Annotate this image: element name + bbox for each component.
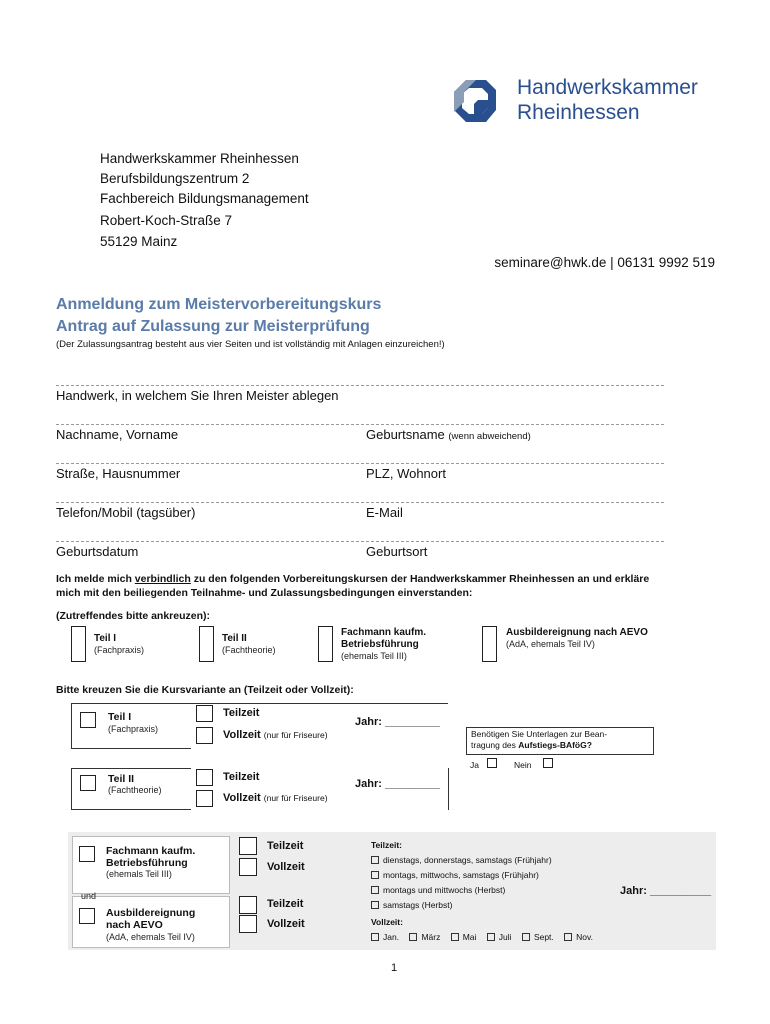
- fk-vollzeit-label: Vollzeit: [267, 861, 305, 873]
- course-fk-sub: (ehemals Teil III): [341, 651, 407, 661]
- ae-variant-title2: nach AEVO: [106, 919, 163, 931]
- course-teil2-sub: (Fachtheorie): [222, 645, 276, 655]
- vz-month-sep[interactable]: [522, 932, 554, 942]
- vz-month-jul[interactable]: [487, 932, 512, 942]
- email-label: E-Mail: [366, 505, 403, 520]
- vz-month-sep-label: Sept.: [533, 932, 554, 942]
- tick-instruction: (Zutreffendes bitte ankreuzen):: [56, 610, 211, 622]
- tz-option-1-checkbox[interactable]: [371, 856, 379, 864]
- teil1-teilzeit-checkbox[interactable]: [196, 705, 213, 722]
- vz-month-jan-label: Jan.: [383, 932, 400, 942]
- tz-option-2-checkbox[interactable]: [371, 871, 379, 879]
- course-teil1-title: Teil I: [94, 633, 117, 644]
- teil1-teilzeit-label: Teilzeit: [223, 707, 260, 719]
- teil2-jahr[interactable]: Jahr: _________: [355, 778, 441, 790]
- teil2-vollzeit-checkbox[interactable]: [196, 790, 213, 807]
- vz-month-mar-label: März: [421, 932, 441, 942]
- birthplace-label: Geburtsort: [366, 544, 428, 559]
- und-label: und: [81, 891, 97, 901]
- birthdate-label: Geburtsdatum: [56, 544, 139, 559]
- tz-option-4[interactable]: [371, 900, 452, 910]
- course-fk-title2: Betriebsführung: [341, 639, 419, 650]
- vz-month-nov-label: Nov.: [576, 932, 594, 942]
- bafoeg-ja-label: Ja: [470, 760, 479, 770]
- ae-vollzeit-checkbox[interactable]: [239, 915, 257, 933]
- teil1-variant-title: Teil I: [108, 711, 132, 723]
- address-line4: Robert-Koch-Straße 7: [100, 213, 233, 228]
- address-line1: Handwerkskammer Rheinhessen: [100, 151, 299, 166]
- phone-label: Telefon/Mobil (tagsüber): [56, 505, 196, 520]
- page-number: 1: [391, 962, 398, 974]
- birthname-text: Geburtsname: [366, 427, 445, 442]
- tz-option-3-label: montags und mittwochs (Herbst): [383, 885, 506, 895]
- bafoeg-ja-checkbox[interactable]: [487, 758, 497, 768]
- course-fk-checkbox[interactable]: [318, 626, 333, 662]
- ae-teilzeit-checkbox[interactable]: [239, 896, 257, 914]
- bafoeg-nein-checkbox[interactable]: [543, 758, 553, 768]
- zip-label: PLZ, Wohnort: [366, 466, 446, 481]
- fk-variant-sub: (ehemals Teil III): [106, 869, 172, 879]
- variant-heading: Bitte kreuzen Sie die Kursvariante an (Teilzeit oder Vollzeit):: [56, 684, 354, 696]
- teil1-box-bottom: [71, 748, 191, 749]
- declaration-post: zu den folgenden Vorbereitungskursen der Handwerkskammer Rheinhessen an und erkläre: [190, 573, 650, 585]
- completeness-note: (Der Zulassungsantrag besteht aus vier Seiten und ist vollständig mit Anlagen einzureichen!): [56, 339, 445, 350]
- tz-option-2-label: montags, mittwochs, samstags (Frühjahr): [383, 870, 539, 880]
- declaration-text: [56, 572, 736, 600]
- teil1-vollzeit-checkbox[interactable]: [196, 727, 213, 744]
- tz-option-2[interactable]: [371, 870, 539, 880]
- teil1-variant-sub: (Fachpraxis): [108, 724, 159, 734]
- bafoeg-line2-bold: Aufstiegs-BAföG?: [518, 740, 592, 750]
- birthdate-line[interactable]: [56, 541, 664, 542]
- ae-variant-sub: (AdA, ehemals Teil IV): [106, 932, 195, 942]
- logo-text-line1: Handwerkskammer: [517, 76, 698, 99]
- contact-line: seminare@hwk.de | 06131 9992 519: [494, 255, 715, 270]
- page-title: Anmeldung zum Meistervorbereitungskurs: [56, 296, 382, 313]
- street-line[interactable]: [56, 463, 664, 464]
- tz-option-3[interactable]: [371, 885, 505, 895]
- course-teil2-checkbox[interactable]: [199, 626, 214, 662]
- teil2-teilzeit-label: Teilzeit: [223, 771, 260, 783]
- address-line3: Fachbereich Bildungsmanagement: [100, 191, 309, 206]
- fk-variant-title1: Fachmann kaufm.: [106, 845, 196, 857]
- teil2-variant-title: Teil II: [108, 773, 135, 785]
- teil2-variant-sub: (Fachtheorie): [108, 785, 162, 795]
- vz-month-mar-checkbox[interactable]: [409, 933, 417, 941]
- course-teil2-title: Teil II: [222, 633, 247, 644]
- bafoeg-line1: Benötigen Sie Unterlagen zur Bean-: [471, 729, 608, 739]
- course-aevo-checkbox[interactable]: [482, 626, 497, 662]
- address-line2: Berufsbildungszentrum 2: [100, 171, 250, 186]
- birthname-label: [366, 427, 531, 442]
- vz-month-may-label: Mai: [462, 932, 477, 942]
- fk-teilzeit-checkbox[interactable]: [239, 837, 257, 855]
- bafoeg-line2-pre: tragung des: [471, 740, 519, 750]
- teil1-jahr[interactable]: Jahr: _________: [355, 716, 441, 728]
- course-fk-title1: Fachmann kaufm.: [341, 627, 427, 638]
- handwerk-line[interactable]: [56, 385, 664, 386]
- declaration-line2: mich mit den beiliegenden Teilnahme- und Zulassungsbedingungen einverstanden:: [56, 587, 473, 599]
- declaration-pre: Ich melde mich: [56, 573, 135, 585]
- birthname-hint: (wenn abweichend): [448, 431, 531, 442]
- tz-option-1[interactable]: [371, 855, 552, 865]
- vz-month-jul-label: Juli: [498, 932, 512, 942]
- logo-text-line2: Rheinhessen: [517, 101, 640, 124]
- fk-vollzeit-checkbox[interactable]: [239, 858, 257, 876]
- vz-months-row: [371, 932, 593, 942]
- bafoeg-line2: [471, 740, 592, 750]
- ae-variant-checkbox[interactable]: [79, 908, 95, 924]
- teil2-teilzeit-checkbox[interactable]: [196, 769, 213, 786]
- course-aevo-sub: (AdA, ehemals Teil IV): [506, 639, 595, 649]
- name-label: Nachname, Vorname: [56, 427, 179, 442]
- teil2-vollzeit-text: Vollzeit: [223, 792, 261, 804]
- street-label: Straße, Hausnummer: [56, 466, 181, 481]
- teil1-friseure: (nur für Friseure): [263, 730, 328, 740]
- address-line5: 55129 Mainz: [100, 234, 178, 249]
- vz-month-mar[interactable]: [409, 932, 440, 942]
- vz-month-sep-checkbox[interactable]: [522, 933, 530, 941]
- fk-teilzeit-label: Teilzeit: [267, 840, 304, 852]
- vz-month-may[interactable]: [451, 932, 477, 942]
- vz-heading: Vollzeit:: [371, 917, 403, 927]
- course-teil1-checkbox[interactable]: [71, 626, 86, 662]
- vz-month-jan-checkbox[interactable]: [371, 933, 379, 941]
- teil1-variant-checkbox[interactable]: [80, 712, 96, 728]
- handwerk-label: Handwerk, in welchem Sie Ihren Meister ablegen: [56, 388, 339, 403]
- hwk-logo: [452, 78, 498, 124]
- ae-teilzeit-label: Teilzeit: [267, 898, 304, 910]
- course-aevo-title: Ausbildereignung nach AEVO: [506, 627, 648, 638]
- ae-variant-title1: Ausbildereignung: [106, 907, 196, 919]
- tz-option-3-checkbox[interactable]: [371, 886, 379, 894]
- teil2-friseure: (nur für Friseure): [263, 793, 328, 803]
- phone-line[interactable]: [56, 502, 664, 503]
- vz-month-may-checkbox[interactable]: [451, 933, 459, 941]
- vz-month-jul-checkbox[interactable]: [487, 933, 495, 941]
- teil2-box-right: [448, 768, 449, 810]
- teil2-vollzeit-label: [223, 792, 328, 804]
- name-line[interactable]: [56, 424, 664, 425]
- teil2-variant-checkbox[interactable]: [80, 775, 96, 791]
- declaration-underlined: verbindlich: [134, 573, 191, 585]
- jahr-lower[interactable]: Jahr: __________: [620, 885, 712, 897]
- tz-option-1-label: dienstags, donnerstags, samstags (Frühjahr): [383, 855, 552, 865]
- course-teil1-sub: (Fachpraxis): [94, 645, 145, 655]
- tz-option-4-checkbox[interactable]: [371, 901, 379, 909]
- teil1-vollzeit-label: [223, 729, 328, 741]
- fk-variant-title2: Betriebsführung: [106, 857, 188, 869]
- vz-month-jan[interactable]: [371, 932, 399, 942]
- vz-month-nov-checkbox[interactable]: [564, 933, 572, 941]
- vz-month-nov[interactable]: [564, 932, 593, 942]
- ae-vollzeit-label: Vollzeit: [267, 918, 305, 930]
- fk-variant-checkbox[interactable]: [79, 846, 95, 862]
- logo-mark-icon: [452, 78, 498, 124]
- bafoeg-nein-label: Nein: [514, 760, 532, 770]
- tz-option-4-label: samstags (Herbst): [383, 900, 453, 910]
- page-subtitle: Antrag auf Zulassung zur Meisterprüfung: [56, 318, 370, 335]
- tz-heading: Teilzeit:: [371, 840, 403, 850]
- teil1-vollzeit-text: Vollzeit: [223, 729, 261, 741]
